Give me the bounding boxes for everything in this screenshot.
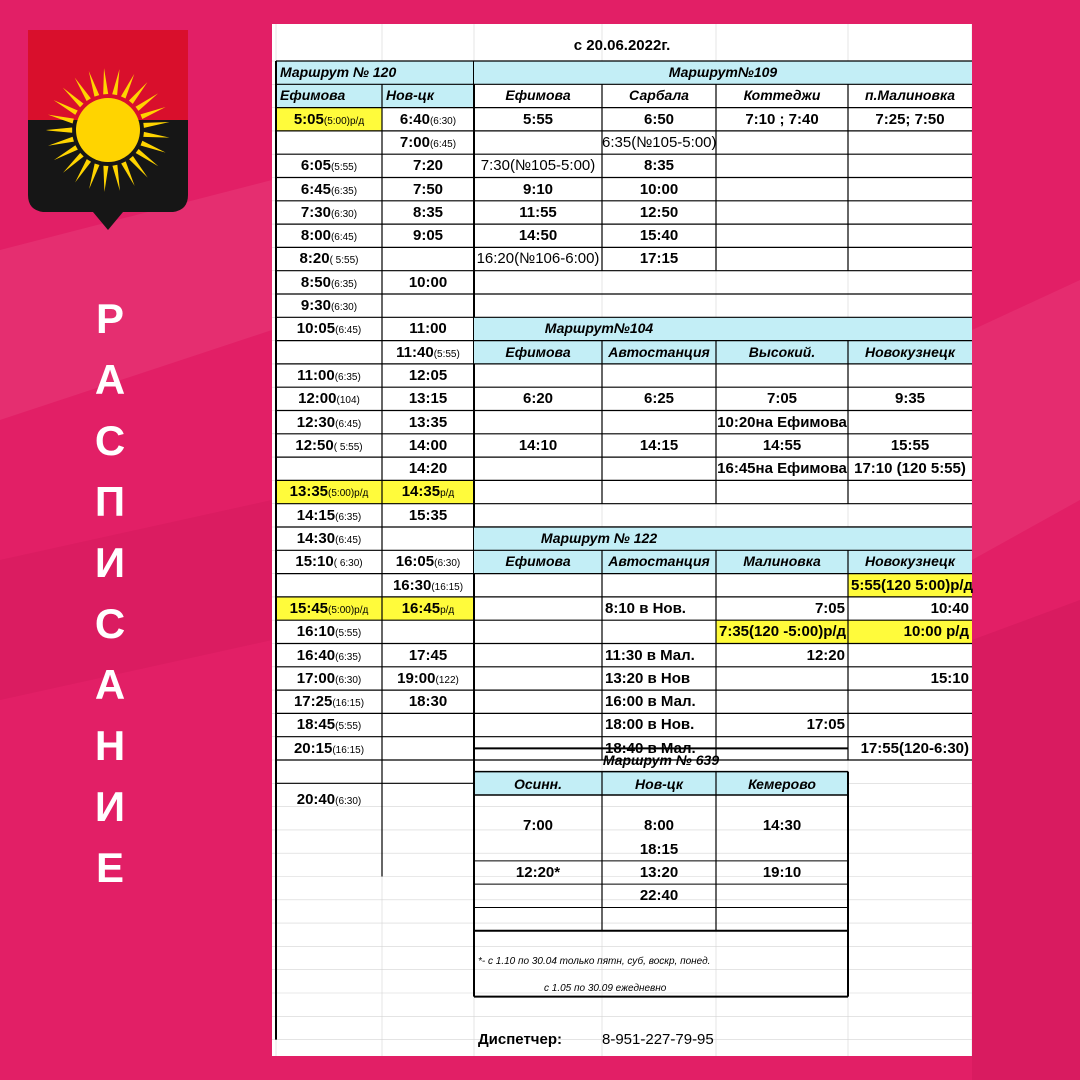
route-109-title: Маршрут№109: [668, 64, 778, 80]
route-122-time: [477, 597, 599, 620]
route-120-novck-time: [382, 644, 474, 667]
time-note: (6:35): [334, 371, 361, 383]
time-value: 15:10: [295, 553, 334, 571]
route-122-col: Автостанция: [608, 553, 710, 570]
route-120-efimova-time: [276, 737, 382, 760]
route-122-time: 8:10 в Нов.: [605, 599, 686, 617]
route-122-time: 15:10: [930, 669, 969, 687]
route-122-time: [719, 574, 845, 597]
route-104-col: Высокий.: [748, 343, 816, 360]
time-note: (6:30): [429, 115, 457, 127]
time-value: 19:00: [397, 669, 436, 687]
route-109-time: [848, 224, 972, 247]
vertical-title-letter: И: [94, 539, 126, 586]
time-value: 20:15: [293, 739, 333, 757]
time-value: 13:35: [408, 413, 448, 431]
route-120-novck-time: [382, 108, 474, 131]
route-122-col: Малиновка: [743, 553, 821, 570]
time-value: 17:00: [296, 669, 336, 687]
time-value: 18:45: [296, 716, 336, 734]
route-639-title: Маршрут № 639: [602, 752, 720, 769]
time-note: (5:00)р/д: [328, 604, 369, 616]
time-note: (5:00)р/д: [328, 488, 369, 500]
time-note: (5:55): [335, 721, 362, 733]
time-value: 11:00: [409, 320, 447, 338]
time-value: 9:05: [412, 227, 444, 245]
route-120-efimova-time: [276, 667, 382, 690]
route-122-time: 10:40: [930, 599, 969, 617]
route-120-novck-time: [382, 620, 474, 643]
route-120-efimova-time: [276, 294, 382, 317]
route-104-col: Автостанция: [608, 343, 710, 360]
route-120-col: Ефимова: [280, 87, 346, 104]
route-120-novck-time: [382, 480, 474, 503]
time-value: 7:00: [399, 133, 430, 151]
time-note: р/д: [440, 488, 455, 500]
time-note: (6:35): [335, 651, 362, 663]
time-note: (104): [336, 395, 360, 407]
route-120-novck-time: [382, 690, 474, 713]
route-120-efimova-time: [276, 108, 382, 131]
route-109-time: [716, 201, 848, 224]
route-109-time: [848, 178, 972, 201]
route-104-time: 16:45на Ефимова: [717, 460, 847, 478]
time-value: 7:20: [412, 157, 444, 175]
route-120-novck-time: [382, 788, 474, 811]
route-109-time: 7:10 ; 7:40: [745, 110, 819, 128]
route-122-time: [477, 644, 599, 667]
route-120-novck-time: [382, 247, 474, 270]
route-109-time: [716, 178, 848, 201]
time-value: 16:05: [395, 553, 435, 571]
route-120-efimova-time: [276, 317, 382, 340]
time-value: 14:00: [408, 436, 448, 454]
time-value: 6:40: [399, 110, 430, 128]
route-122-title: Маршрут № 122: [540, 530, 658, 546]
time-value: 10:00: [408, 273, 448, 291]
time-note: (6:35): [330, 278, 358, 290]
route-120-novck-time: [382, 713, 474, 736]
route-109-time: 15:40: [639, 227, 679, 245]
route-104-col: Новокузнецк: [864, 343, 956, 360]
route-120-novck-time: [382, 387, 474, 410]
route-109-time: 8:35: [643, 157, 675, 175]
route-120-novck-time: [382, 201, 474, 224]
time-note: (6:45): [330, 232, 358, 244]
time-value: 6:45: [300, 180, 331, 198]
route-109-time: 5:55: [522, 110, 554, 128]
route-109-time: 14:50: [518, 227, 558, 245]
route-109-time: [848, 131, 972, 154]
route-109-time: [848, 247, 972, 270]
route-109-col: п.Малиновка: [864, 87, 955, 104]
time-note: (6:35): [335, 511, 362, 523]
route-120-efimova-time: [276, 178, 382, 201]
time-value: 6:05: [300, 157, 331, 175]
time-value: 17:25: [293, 693, 333, 711]
route-639-time: 14:30: [762, 817, 802, 835]
route-120-novck-time: [382, 317, 474, 340]
route-109-time: 12:50: [639, 203, 679, 221]
route-120-efimova-time: [276, 480, 382, 503]
route-122-time: [477, 713, 599, 736]
route-109-time: [716, 154, 848, 177]
route-109-time: [716, 131, 848, 154]
route-109-time: 16:20(№106-6:00): [476, 250, 600, 268]
route-109-col: Коттеджи: [743, 87, 821, 104]
time-value: 13:35: [289, 483, 329, 501]
route-122-time: 7:35(120 -5:00)р/д: [719, 623, 847, 641]
route-120-novck-time: [382, 364, 474, 387]
route-639-time: 7:00: [522, 817, 554, 835]
route-639-time: 12:20*: [515, 863, 561, 881]
route-639-time: [716, 884, 848, 907]
route-104-time: [602, 411, 716, 434]
route-120-title: Маршрут № 120: [280, 64, 397, 80]
time-value: 10:05: [296, 320, 336, 338]
vertical-title-letter: С: [94, 600, 126, 647]
time-note: р/д: [440, 604, 455, 616]
time-value: 16:45: [401, 599, 441, 617]
route-120-efimova-time: [276, 597, 382, 620]
route-109-time: 11:55: [519, 203, 557, 221]
route-104-title: Маршрут№104: [544, 320, 654, 337]
route-120-novck-time: [382, 527, 474, 550]
route-122-time: 11:30 в Мал.: [605, 646, 695, 664]
route-109-time: 7:25; 7:50: [875, 110, 945, 128]
schedule-sheet: [272, 24, 972, 1056]
route-639-time: 13:20: [639, 863, 679, 881]
route-120-novck-time: [382, 737, 474, 760]
route-639-col: Осинн.: [513, 775, 563, 792]
route-109-time: 7:30(№105-5:00): [480, 157, 596, 175]
time-value: 7:30: [300, 203, 331, 221]
route-120-efimova-time: [276, 690, 382, 713]
route-120-efimova-time: [276, 788, 382, 811]
route-120-efimova-time: [276, 341, 382, 364]
route-120-efimova-time: [276, 527, 382, 550]
vertical-title-letter: С: [94, 417, 126, 464]
time-value: 20:40: [296, 790, 336, 808]
time-value: 12:50: [295, 436, 334, 454]
route-120-efimova-time: [276, 574, 382, 597]
time-note: (5:55): [330, 162, 358, 174]
route-122-time: 18:00 в Нов.: [605, 716, 695, 734]
route-639-time: [474, 884, 602, 907]
time-value: 14:20: [408, 460, 448, 478]
route-122-time: 10:00 р/д: [903, 623, 969, 641]
vertical-title-letter: П: [94, 478, 126, 525]
route-120-efimova-time: [276, 224, 382, 247]
time-note: (6:30): [434, 558, 461, 570]
route-104-time: 17:10 (120 5:55): [854, 460, 966, 478]
route-122-time: [477, 667, 599, 690]
route-122-time: [851, 644, 969, 667]
time-value: 14:15: [296, 506, 336, 524]
route-109-time: 17:15: [639, 250, 679, 268]
route-122-time: [477, 574, 599, 597]
time-note: (6:45): [335, 325, 362, 337]
route-120-novck-time: [382, 271, 474, 294]
time-note: (6:45): [335, 535, 362, 546]
route-120-novck-time: [382, 550, 474, 573]
vertical-title-letter: Е: [95, 844, 124, 891]
time-note: (122): [435, 674, 459, 686]
route-639-time: [716, 838, 848, 861]
route-120-efimova-time: [276, 713, 382, 736]
route-120-novck-time: [382, 294, 474, 317]
route-104-time: 15:55: [890, 436, 930, 454]
time-value: 14:30: [296, 530, 336, 547]
route-122-time: [851, 713, 969, 736]
route-109-time: [848, 154, 972, 177]
vertical-title-letter: И: [94, 783, 126, 830]
route-120-efimova-time: [276, 387, 382, 410]
route-122-time: 18:40 в Мал.: [605, 739, 696, 757]
time-note: (6:35): [330, 185, 358, 197]
time-value: 11:40: [396, 343, 434, 361]
route-104-time: [848, 411, 972, 434]
vertical-title-letter: А: [94, 661, 126, 708]
route-120-efimova-time: [276, 644, 382, 667]
time-note: (5:55): [433, 348, 460, 360]
route-120-novck-time: [382, 224, 474, 247]
route-109-time: 6:50: [643, 110, 675, 128]
time-note: (16:15): [431, 581, 464, 593]
route-120-efimova-time: [276, 434, 382, 457]
route-104-time: 10:20на Ефимова: [717, 413, 847, 431]
route-120-novck-time: [382, 597, 474, 620]
time-value: 5:05: [293, 110, 324, 128]
time-value: 7:50: [412, 180, 444, 198]
route-122-time: 17:55(120-6:30): [860, 739, 969, 757]
route-120-novck-time: [382, 574, 474, 597]
route-109-col: Сарбала: [629, 87, 689, 104]
route-122-time: [719, 667, 845, 690]
route-104-time: 6:25: [643, 390, 675, 408]
route-120-col: Нов-цк: [386, 87, 434, 104]
route-120-efimova-time: [276, 457, 382, 480]
time-value: 16:40: [296, 646, 336, 664]
route-639-time: [474, 838, 602, 861]
dispatcher-phone: 8-951-227-79-95: [602, 1030, 714, 1048]
route-104-col: Ефимова: [505, 343, 571, 360]
route-104-time: 14:15: [639, 436, 679, 454]
route-122-time: 7:05: [814, 599, 845, 617]
route-639-footnote: с 1.05 по 30.09 ежедневно: [544, 983, 667, 995]
vertical-title-letter: Р: [95, 295, 124, 342]
route-104-time: 14:55: [762, 436, 802, 454]
time-note: (6:30): [335, 674, 362, 686]
route-109-time: 9:10: [522, 180, 554, 198]
route-120-efimova-time: [276, 271, 382, 294]
time-value: 8:50: [300, 273, 331, 291]
time-note: ( 6:30): [333, 558, 363, 570]
route-639-col: Кемерово: [748, 775, 816, 792]
time-value: 18:30: [408, 693, 448, 711]
route-122-time: [477, 620, 599, 643]
time-value: 8:00: [300, 227, 331, 245]
route-109-time: [848, 201, 972, 224]
route-122-time: [605, 620, 713, 643]
route-104-time: 6:20: [522, 390, 554, 408]
route-120-efimova-time: [276, 247, 382, 270]
route-120-novck-time: [382, 457, 474, 480]
route-109-time: 6:35(№105-5:00): [602, 133, 717, 151]
time-value: 15:45: [289, 599, 329, 617]
time-value: 8:20: [299, 250, 330, 268]
time-value: 8:35: [412, 203, 444, 221]
time-note: (6:45): [429, 138, 457, 150]
route-120-efimova-time: [276, 201, 382, 224]
route-104-time: 7:05: [766, 390, 798, 408]
route-120-efimova-time: [276, 411, 382, 434]
route-122-col: Новокузнецк: [864, 553, 956, 570]
route-639-footnote: *- с 1.10 по 30.04 только пятн, суб, воскр, понед.: [478, 956, 711, 968]
route-639-time: 22:40: [639, 887, 679, 905]
coat-of-arms-logo: [28, 30, 188, 230]
route-104-time: 14:10: [518, 436, 558, 454]
time-note: (16:15): [332, 744, 365, 756]
route-122-time: 5:55(120 5:00)р/д: [851, 576, 974, 594]
time-value: 15:35: [408, 506, 448, 524]
route-120-efimova-time: [276, 364, 382, 387]
time-value: 13:15: [408, 390, 448, 408]
vertical-title-letter: Н: [94, 722, 126, 769]
time-value: 16:30: [392, 576, 432, 594]
route-122-time: [605, 574, 713, 597]
route-120-novck-time: [382, 178, 474, 201]
route-120-novck-time: [382, 154, 474, 177]
vertical-title-letter: А: [94, 356, 126, 403]
route-122-time: [851, 690, 969, 713]
time-note: (5:00)р/д: [323, 115, 365, 127]
route-120-efimova-time: [276, 131, 382, 154]
time-note: (6:30): [330, 208, 358, 220]
time-note: (6:30): [335, 795, 362, 807]
route-122-time: 16:00 в Мал.: [605, 693, 696, 711]
time-value: 17:45: [408, 646, 448, 664]
route-639-col: Нов-цк: [635, 775, 683, 792]
route-120-efimova-time: [276, 550, 382, 573]
route-109-time: [716, 247, 848, 270]
date-header: с 20.06.2022г.: [573, 37, 671, 54]
route-120-novck-time: [382, 411, 474, 434]
route-639-time: 18:15: [639, 840, 679, 858]
time-value: 14:35: [401, 483, 441, 501]
route-122-time: 12:20: [806, 646, 845, 664]
route-639-time: 19:10: [762, 863, 802, 881]
time-note: (16:15): [332, 698, 365, 710]
route-122-time: [719, 690, 845, 713]
time-note: ( 5:55): [333, 441, 363, 453]
route-122-col: Ефимова: [505, 553, 571, 570]
route-109-time: [716, 224, 848, 247]
dispatcher-label: Диспетчер:: [478, 1030, 563, 1048]
route-122-time: 17:05: [806, 716, 845, 734]
route-120-novck-time: [382, 341, 474, 364]
time-value: 12:05: [408, 366, 448, 384]
route-104-time: 9:35: [894, 390, 926, 408]
time-value: 11:00: [297, 366, 335, 384]
route-120-efimova-time: [276, 504, 382, 527]
time-value: 16:10: [296, 623, 336, 641]
route-109-time: 10:00: [639, 180, 679, 198]
route-120-novck-time: [382, 504, 474, 527]
route-109-col: Ефимова: [505, 87, 571, 104]
route-104-time: [474, 411, 602, 434]
route-104-time: [602, 457, 716, 480]
route-109-time: [474, 131, 602, 154]
time-value: 12:00: [298, 390, 337, 408]
time-value: 12:30: [296, 413, 336, 431]
time-note: (6:45): [335, 418, 362, 430]
route-120-novck-time: [382, 131, 474, 154]
time-note: (6:30): [330, 302, 358, 313]
route-122-time: 13:20 в Нов: [605, 669, 691, 687]
route-639-time: 8:00: [643, 817, 675, 835]
time-value: 9:30: [300, 297, 331, 314]
route-122-time: [477, 690, 599, 713]
vertical-title: [80, 288, 140, 898]
time-note: (5:55): [335, 628, 362, 640]
time-note: ( 5:55): [329, 255, 359, 267]
route-120-novck-time: [382, 434, 474, 457]
route-104-time: [474, 457, 602, 480]
route-120-efimova-time: [276, 154, 382, 177]
route-120-efimova-time: [276, 620, 382, 643]
route-120-novck-time: [382, 667, 474, 690]
